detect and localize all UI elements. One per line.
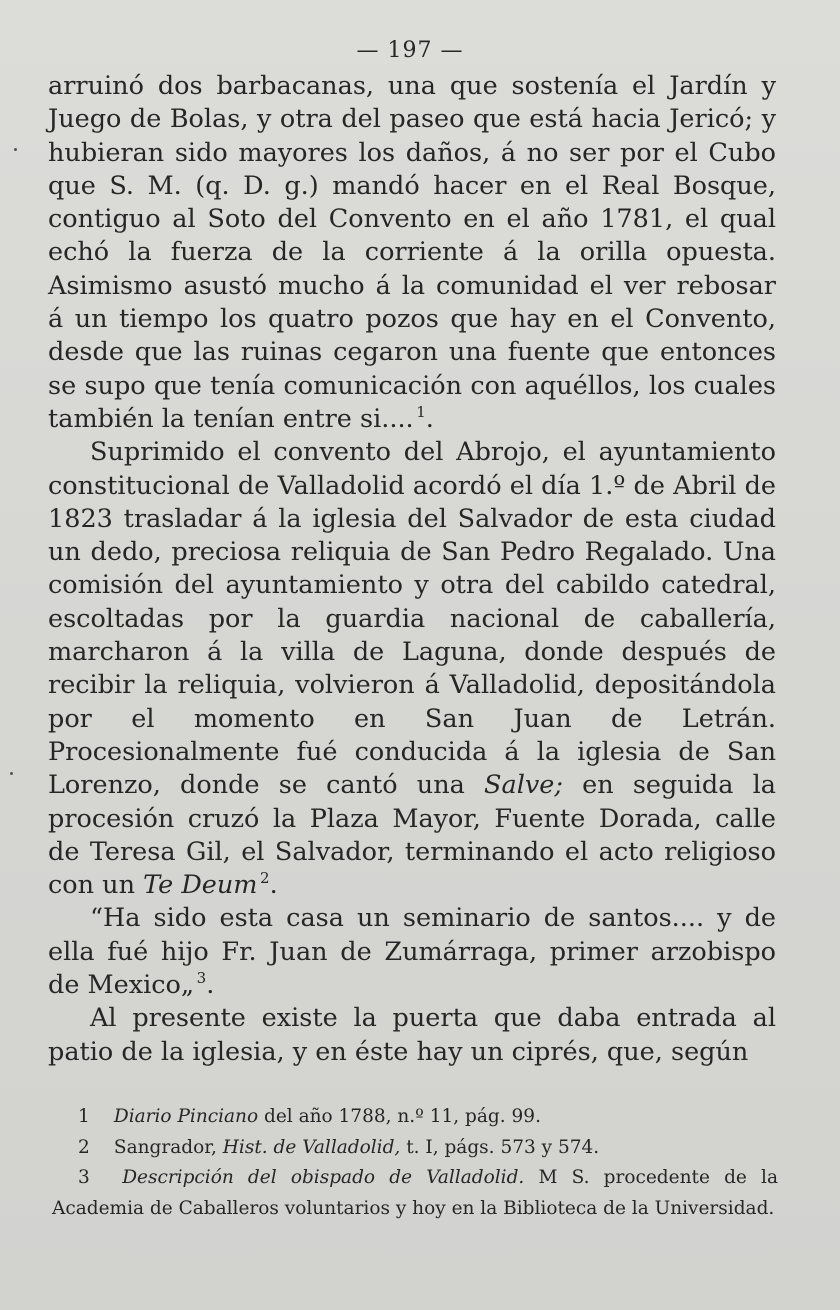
page-number: — 197 — <box>356 38 464 63</box>
body-text <box>48 70 776 1069</box>
footnote-ref-1: 1 <box>416 402 426 421</box>
paragraph-1: arruinó dos barbacanas, una que sostenía el Jardín y Juego de Bolas, y otra del paseo que está hacia Jericó; y hubieran sido mayores los daños, á no ser por el Cubo que S. M. (q. D. g.) mandó hacer en el Real Bosque, contiguo al Soto del Convento en el año 1781, el qual echó la fuerza de la corriente á la orilla opuesta. Asimismo asustó mucho á la comunidad el ver rebosar á un tiempo los quatro pozos que hay en el Convento, desde que las ruinas cegaron una fuente que entonces se supo que tenía comunicación con aquéllos, los cuales también la tenían entre si.... $^1$. <box>48 71 776 434</box>
paragraph-3: “Ha sido esta casa un seminario de santos.... y de ella fué hijo Fr. Juan de Zumárraga, primer arzobispo de Mexico„ $^3$. <box>48 903 776 1001</box>
footnote-ref-3: 3 <box>196 969 207 988</box>
footnote-ref-2: 2 <box>260 869 270 888</box>
footnote-3: 3 Descripción del obispado de Valladolid. M S. procedente de la Academia de Caballeros voluntarios y hoy en la Biblioteca de la Universidad. <box>52 1167 778 1219</box>
paragraph-4: Al presente existe la puerta que daba entrada al patio de la iglesia, y en éste hay un ciprés, que, según <box>48 1003 776 1067</box>
footnote-2: 2 Sangrador, Hist. de Valladolid, t. I, págs. 573 y 574. <box>78 1136 600 1158</box>
footnote-1: 1 Diario Pinciano del año 1788, n.º 11, pág. 99. <box>78 1106 541 1127</box>
paragraph-2: Suprimido el convento del Abrojo, el ayuntamiento constitucional de Valladolid acordó el día 1.º de Abril de 1823 trasladar á la iglesia del Salvador de esta ciudad un dedo, preciosa reliquia de San Pedro Regalado. Una comisión del ayuntamiento y otra del cabildo catedral, escoltadas por la guardia nacional de caballería, marcharon á la villa de Laguna, donde después de recibir la reliquia, volvieron á Valladolid, depositándola por el momento en San Juan de Letrán. Procesionalmente fué conducida á la iglesia de San Lorenzo, donde se cantó una Salve; en seguida la procesión cruzó la Plaza Mayor, Fuente Dorada, calle de Teresa Gil, el Salvador, terminando el acto religioso con un Te Deum $^2$. <box>48 437 776 901</box>
paper-speck <box>10 772 13 775</box>
footnotes <box>52 1102 778 1224</box>
paper-speck <box>14 148 17 151</box>
